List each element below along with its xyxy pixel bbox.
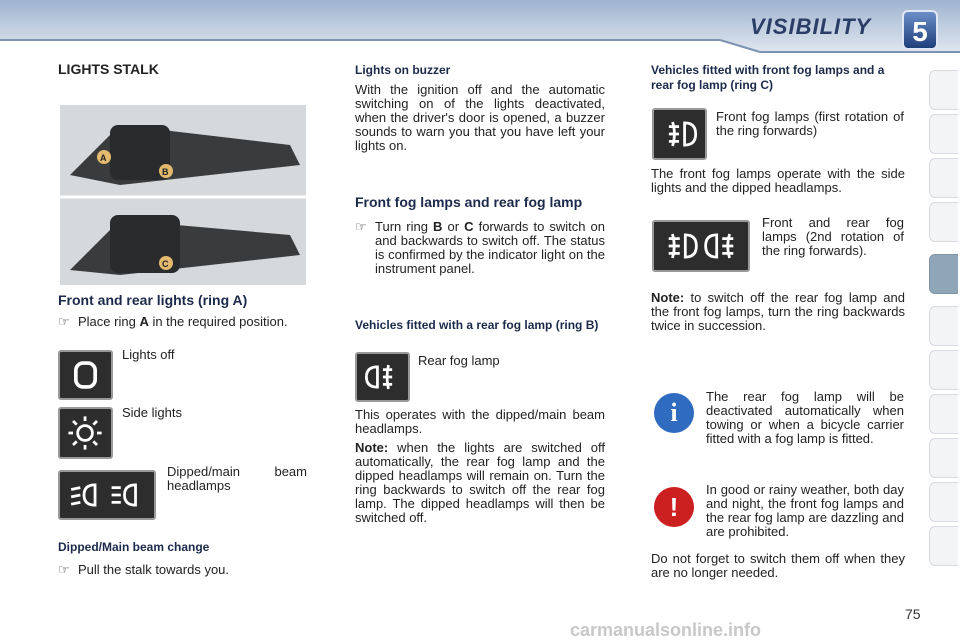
ring-c-note [651, 291, 905, 333]
ring-label-a: A [100, 153, 107, 163]
rear-fog-text: This operates with the dipped/main beam headlamps. [355, 407, 605, 436]
note-text: when the lights are switched off automatically, the rear fog lamp and the dipped headlamps will remain on. Turn the ring backwards to switch off the rear fog lamp. The dipped headlamps will then be switched off. [355, 440, 605, 525]
beam-change-text: Pull the stalk towards you. [78, 562, 230, 577]
warning-icon: ! [654, 487, 694, 527]
pointing-hand-icon: ☞ [58, 314, 70, 329]
side-tab[interactable] [929, 482, 958, 522]
ring-c-title: Vehicles fitted with front fog lamps and a rear fog lamp (ring C) [651, 63, 885, 92]
buzzer-text: With the ignition off and the automatic switching on of the lights deactivated, when the driver's door is opened, a buzzer sounds to warn you that you have left your lights on. [355, 82, 605, 153]
front-fog-text: The front fog lamps operate with the side lights and the dipped headlamps. [651, 166, 905, 195]
warning-text: In good or rainy weather, both day and night, the front fog lamps and the rear fog lamp are dazzling and are prohibited. [706, 482, 904, 539]
lights-off-icon [58, 350, 113, 400]
front-fog-icon [652, 108, 707, 160]
watermark: carmanualsonline.info [570, 620, 762, 640]
bullet-text-suffix: in the required position. [152, 314, 288, 329]
fog-bullet-post: forwards to switch on and backwards to switch off. The status is confirmed by the indicator light on the instrument panel. [375, 219, 605, 276]
side-tab[interactable] [929, 438, 958, 478]
column-lights-stalk [58, 62, 312, 77]
note-label: Note: [651, 290, 685, 305]
note-text: to switch off the rear fog lamp and the front fog lamps, turn the ring backwards twice in succession. [651, 290, 905, 333]
rear-fog-text-block [355, 408, 605, 525]
fog-section [355, 195, 605, 276]
pointing-hand-icon: ☞ [355, 219, 367, 234]
side-tab[interactable] [929, 70, 958, 110]
chapter-number-badge: 5 [902, 10, 938, 50]
ring-c-section [651, 63, 905, 93]
rear-fog-icon [355, 352, 410, 402]
rear-fog-note [355, 441, 605, 525]
pointing-hand-icon: ☞ [58, 562, 70, 577]
lights-off-label: Lights off [122, 347, 175, 362]
ring-label-b: B [162, 167, 169, 177]
side-tab[interactable] [929, 306, 958, 346]
beam-change-section [58, 540, 312, 577]
section-heading: LIGHTS STALK [58, 61, 159, 77]
chapter-title: VISIBILITY [750, 14, 872, 39]
beam-change-title: Dipped/Main beam change [58, 540, 210, 554]
page-number: 75 [905, 606, 921, 622]
stalk-illustration [60, 105, 306, 285]
chapter-side-tabs [926, 70, 960, 580]
ring-label-c: C [162, 259, 169, 269]
fog-title: Front fog lamps and rear fog lamp [355, 194, 583, 210]
headlamps-label: Dipped/main beam headlamps [167, 464, 307, 493]
front-fog-label: Front fog lamps (first rotation of the ring forwards) [716, 109, 904, 138]
page-header [0, 0, 960, 64]
rear-fog-label: Rear fog lamp [418, 353, 500, 368]
rear-fog-heading [355, 318, 605, 333]
ring-b-bold: B [433, 219, 443, 234]
buzzer-title: Lights on buzzer [355, 63, 451, 77]
side-tab[interactable] [929, 158, 958, 198]
side-tab[interactable] [929, 526, 958, 566]
warning-text-2: Do not forget to switch them off when they are no longer needed. [651, 551, 905, 580]
side-tab[interactable] [929, 114, 958, 154]
lights-stalk-photo [60, 105, 306, 285]
side-lights-icon [58, 407, 113, 459]
side-tab-active[interactable] [929, 254, 958, 294]
front-rear-bullet [58, 315, 312, 329]
bullet-text-prefix: Place ring [78, 314, 136, 329]
side-tab[interactable] [929, 202, 958, 242]
ring-c-bold: C [464, 219, 474, 234]
ring-a-bold: A [139, 314, 149, 329]
beam-change-bullet [58, 563, 312, 577]
side-tab[interactable] [929, 394, 958, 434]
info-text: The rear fog lamp will be deactivated automatically when towing or when a bicycle carrier fitted with a fog lamp is fitted. [706, 389, 904, 446]
info-icon: i [654, 393, 694, 433]
fog-bullet-pre: Turn ring [375, 219, 428, 234]
fog-bullet [355, 220, 605, 276]
front-rear-fog-label: Front and rear fog lamps (2nd rotation of the ring forwards). [762, 215, 904, 258]
rear-fog-title: Vehicles fitted with a rear fog lamp (ring B) [355, 318, 599, 332]
front-rear-fog-icon [652, 220, 750, 272]
headlamps-icon [58, 470, 156, 520]
front-rear-section [58, 293, 312, 329]
side-tab[interactable] [929, 350, 958, 390]
fog-bullet-or: or [447, 219, 460, 234]
front-rear-title: Front and rear lights (ring A) [58, 292, 248, 308]
side-lights-label: Side lights [122, 405, 182, 420]
buzzer-section [355, 63, 605, 153]
note-label: Note: [355, 440, 389, 455]
